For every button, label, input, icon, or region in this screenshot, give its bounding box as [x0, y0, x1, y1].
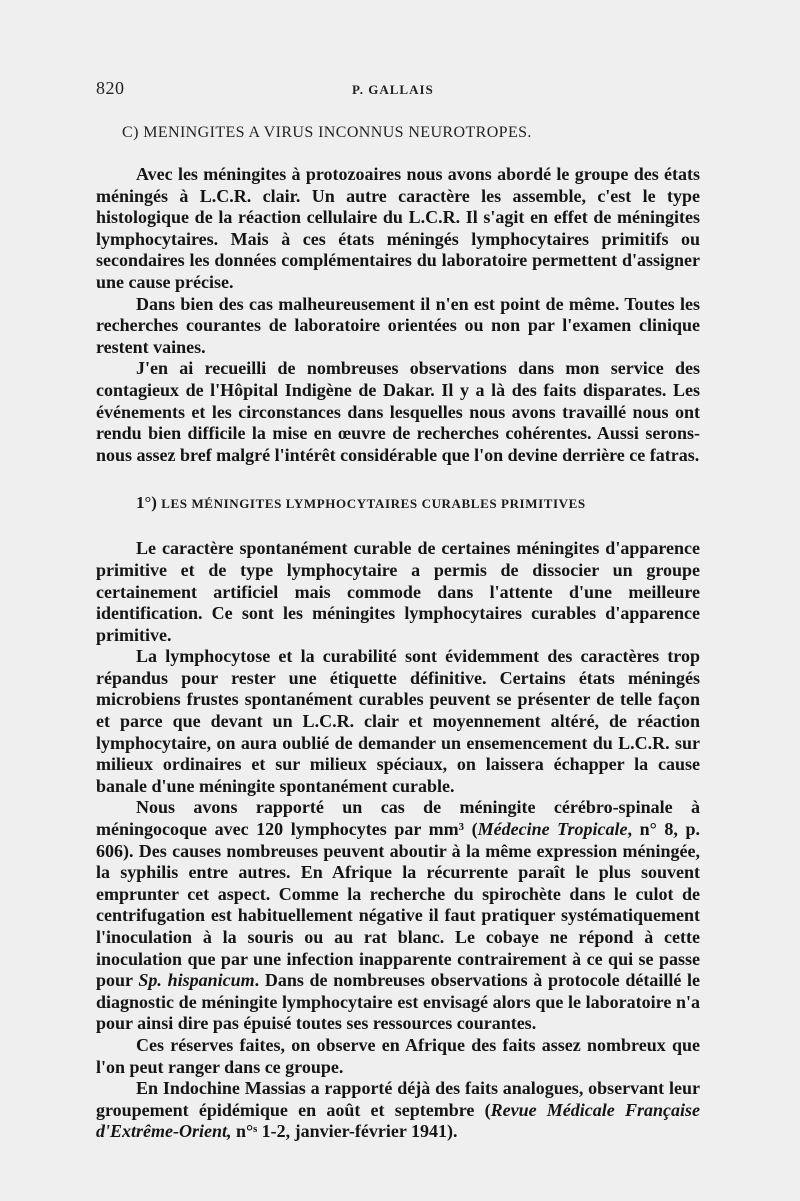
running-head-author: P. GALLAIS — [352, 82, 434, 97]
subsection-title — [136, 493, 700, 513]
paragraph: J'en ai recueilli de nombreuses observations dans mon service des contagieux de l'Hôpital Indigène de Dakar. Il y a là des faits disparates. Les événements et les circonstances dans lesquelles nous avons travaillé nous ont rendu bien difficile la mise en œuvre de recherches cohérentes. Aussi serons-nous assez bref malgré l'intérêt considérable que l'on devine derrière ce fatras. — [96, 358, 700, 465]
text-run: , n° 8, p. 606). Des causes nombreuses peuvent aboutir à la même expression méningée, la syphilis entre autres. En Afrique la récurrente paraît le plus souvent emprunter cet aspect. Comme la recherche du spirochète dans le culot de centrifugation est habituellement négative il faut pratiquer systématiquement l'inoculation à la souris ou au rat blanc. Le cobaye ne répond à cette inoculation que par une infection inapparente contrairement à ce qui se passe pour — [96, 819, 700, 991]
text-run: n°ˢ 1-2, janvier-février 1941). — [231, 1121, 458, 1142]
running-header — [96, 78, 700, 104]
body-text-part-2 — [96, 538, 700, 1143]
text-run: . Dans de nombreuses observations à protocole détaillé le diagnostic de méningite lymphocytaire est envisagé alors que le laboratoire n'a pour ainsi dire pas épuisé toutes ses ressources courantes. — [96, 970, 700, 1034]
paragraph: Avec les méningites à protozoaires nous avons abordé le groupe des états méningés à L.C.R. clair. Un autre caractère les assemble, c'est le type histologique de la réaction cellulaire du L.C.R. Il s'agit en effet de méningites lymphocytaires. Mais à ces états méningés lymphocytaires primitifs ou secondaires les données complémentaires du laboratoire permettent d'assigner une cause précise. — [96, 164, 700, 292]
page-number: 820 — [96, 78, 125, 98]
subsection-heading: LES MÉNINGITES LYMPHOCYTAIRES CURABLES PRIMITIVES — [161, 496, 586, 512]
paragraph: Le caractère spontanément curable de certaines méningites d'apparence primitive et de type lymphocytaire a permis de dissocier un groupe certainement artificiel mais commode dans l'attente d'une meilleure identification. Ce sont les méningites lymphocytaires curables d'apparence primitive. — [96, 538, 700, 645]
species-name: Sp. hispanicum — [138, 970, 255, 991]
paragraph: Ces réserves faites, on observe en Afrique des faits assez nombreux que l'on peut ranger dans ce groupe. — [96, 1034, 700, 1077]
paragraph: La lymphocytose et la curabilité sont évidemment des caractères trop répandus pour rester une étiquette définitive. Certains états méningés microbiens frustes spontanément curables peuvent se présenter de telle façon et parce que devant un L.C.R. clair et moyennement altéré, de réaction lymphocytaire, on aura oublié de demander un ensemencement du L.C.R. sur milieux ordinaires et sur milieux spéciaux, on laissera échapper la cause banale d'une méningite spontanément curable. — [96, 646, 700, 796]
section-title: C) MENINGITES A VIRUS INCONNUS NEUROTROPES. — [122, 124, 532, 141]
body-text-part-1 — [96, 164, 700, 466]
paragraph-meningocoque — [96, 797, 700, 1035]
text-run: Nous avons rapporté un cas de méningite cérébro-spinale à méningocoque avec 120 lymphocytes par mm³ ( — [96, 797, 700, 840]
paragraph: Dans bien des cas malheureusement il n'en est point de même. Toutes les recherches courantes de laboratoire orientées ou non par l'examen clinique restent vaines. — [96, 293, 700, 357]
subsection-number: 1°) — [136, 493, 157, 513]
journal-title: Médecine Tropicale — [477, 819, 628, 840]
journal-title: Revue Médicale Française d'Extrême-Orient, — [96, 1099, 700, 1142]
text-run: En Indochine Massias a rapporté déjà des faits analogues, observant leur groupement épidémique en août et septembre ( — [96, 1078, 700, 1120]
paragraph-indochine — [96, 1078, 700, 1143]
